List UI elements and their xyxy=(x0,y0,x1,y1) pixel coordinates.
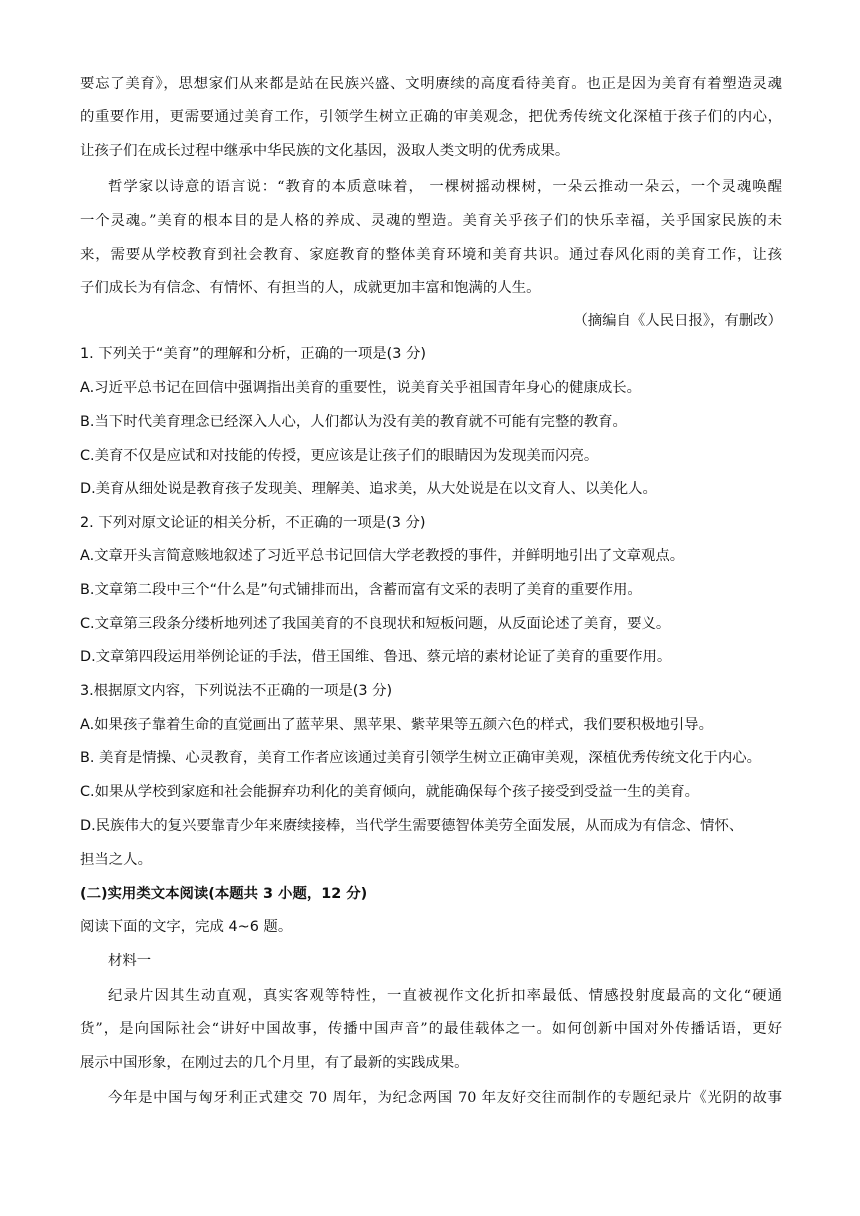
option-c: C.如果从学校到家庭和社会能摒弃功利化的美育倾向，就能确保每个孩子接受到受益一生的美育。 xyxy=(80,784,700,800)
passage-line: 的重要作用，更需要通过美育工作，引领学生树立正确的审美观念，把优秀传统文化深植于孩子们的内心， xyxy=(80,109,782,125)
passage-line: 子们成长为有信念、有情怀、有担当的人，成就更加丰富和饱满的人生。 xyxy=(80,280,541,296)
material-label: 材料一 xyxy=(108,953,152,969)
option-a: A.习近平总书记在回信中强调指出美育的重要性，说美育关乎祖国青年身心的健康成长。 xyxy=(80,380,642,396)
option-d-continued: 担当之人。 xyxy=(80,852,152,868)
option-d: D.文章第四段运用举例论证的手法，借王国维、鲁迅、蔡元培的素材论证了美育的重要作用。 xyxy=(80,649,672,665)
passage-line: 哲学家以诗意的语言说：“教育的本质意味着， 一棵树摇动棵树，一朵云推动一朵云，一个灵魂唤醒 xyxy=(108,179,782,195)
option-d: D.美育从细处说是教育孩子发现美、理解美、追求美，从大处说是在以文育人、以美化人。 xyxy=(80,481,657,497)
source-citation: （摘编自《人民日报》，有删改） xyxy=(573,313,782,329)
option-c: C.美育不仅是应试和对技能的传授，更应该是让孩子们的眼睛因为发现美而闪亮。 xyxy=(80,448,599,464)
option-b: B. 美育是情操、心灵教育，美育工作者应该通过美育引领学生树立正确审美观，深植优秀传统文化于内心。 xyxy=(80,750,761,766)
question-stem: 1. 下列关于“美育”的理解和分析，正确的一项是(3 分) xyxy=(80,346,426,362)
passage-line: 来，需要从学校教育到社会教育、家庭教育的整体美育环境和美育共识。通过春风化雨的美育工作，让孩 xyxy=(80,247,782,263)
option-c: C.文章第三段条分缕析地列述了我国美育的不良现状和短板问题，从反面论述了美育，要义。 xyxy=(80,616,671,632)
option-b: B.当下时代美育理念已经深入人心，人们都认为没有美的教育就不可能有完整的教育。 xyxy=(80,414,627,430)
passage-line: 一个灵魂。”美育的根本目的是人格的养成、灵魂的塑造。美育关乎孩子们的快乐幸福，关乎国家民族的未 xyxy=(80,213,782,229)
material-line: 纪录片因其生动直观，真实客观等特性，一直被视作文化折扣率最低、情感投射度最高的文化“硬通 xyxy=(108,988,782,1004)
option-a: A.文章开头言简意赅地叙述了习近平总书记回信大学老教授的事件，并鲜明地引出了文章观点。 xyxy=(80,548,685,564)
passage-line: 让孩子们在成长过程中继承中华民族的文化基因，汲取人类文明的优秀成果。 xyxy=(80,143,570,159)
option-b: B.文章第二段中三个“什么是”句式铺排而出，含蓄而富有文采的表明了美育的重要作用。 xyxy=(80,582,642,598)
option-a: A.如果孩子靠着生命的直觉画出了蓝苹果、黑苹果、紫苹果等五颜六色的样式，我们要积极地引导。 xyxy=(80,717,713,733)
section-instruction: 阅读下面的文字，完成 4~6 题。 xyxy=(80,919,293,935)
question-stem: 2. 下列对原文论证的相关分析，不正确的一项是(3 分) xyxy=(80,515,426,531)
material-line: 今年是中国与匈牙利正式建交 70 周年，为纪念两国 70 年友好交往而制作的专题纪录片《光阴的故事 xyxy=(108,1090,782,1106)
material-line: 货”，是向国际社会“讲好中国故事，传播中国声音”的最佳载体之一。如何创新中国对外传播话语，更好 xyxy=(80,1021,782,1037)
option-d: D.民族伟大的复兴要靠青少年来赓续接棒，当代学生需要德智体美劳全面发展，从而成为有信念、情怀、 xyxy=(80,818,744,834)
question-stem: 3.根据原文内容，下列说法不正确的一项是(3 分) xyxy=(80,683,393,699)
material-line: 展示中国形象，在刚过去的几个月里，有了最新的实践成果。 xyxy=(80,1055,469,1071)
passage-line: 要忘了美育》，思想家们从来都是站在民族兴盛、文明赓续的高度看待美育。也正是因为美育有着塑造灵魂 xyxy=(80,76,782,92)
section-heading: (二)实用类文本阅读(本题共 3 小题，12 分) xyxy=(80,886,368,902)
